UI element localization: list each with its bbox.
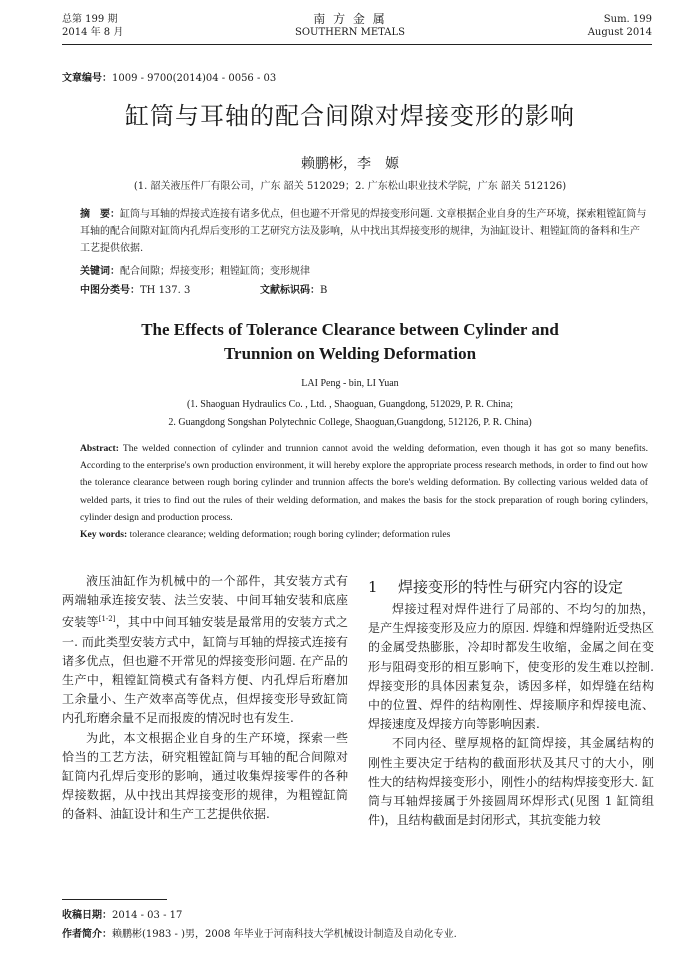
- body-left-paragraph-1: [62, 572, 348, 729]
- header-journal-cn: 南 方 金 属: [313, 12, 387, 26]
- body-right-paragraph-2: 不同内径、壁厚规格的缸筒焊接，其金属结构的刚性主要决定于结构的截面形状及其尺寸的大小，刚性大的结构焊接变形小，刚性小的结构焊接变形大. 缸筒与耳轴焊接属于外接圆周环焊形式(见图 1 缸筒组件)，且结构截面是封闭形式，其抗变能力较: [368, 736, 654, 828]
- clc-label: 中图分类号：: [80, 285, 140, 296]
- section-1-title: 焊接变形的特性与研究内容的设定: [398, 578, 624, 596]
- header-issue-en: Sum. 199: [603, 14, 652, 25]
- header-date-en: August 2014: [587, 27, 652, 38]
- abstract-en: [80, 440, 648, 543]
- abstract-cn: [80, 206, 648, 257]
- body-left-p1-before: 液压油缸作为机械中的一个部件，其安装方式有两端轴承连接安装、法兰安装、中间耳轴安装和底座安装等: [62, 574, 348, 630]
- title-cn: 缸筒与耳轴的配合间隙对焊接变形的影响: [125, 102, 575, 130]
- body-left-column: [62, 572, 348, 825]
- section-1-heading: [368, 576, 623, 597]
- authors-en: LAI Peng - bin, LI Yuan: [301, 378, 399, 389]
- header-date-cn: 2014 年 8 月: [62, 27, 124, 38]
- header-sum-block: [588, 13, 652, 39]
- title-en-text: The Effects of Tolerance Clearance between Cylinder and Trunnion on Welding Deformation: [141, 320, 559, 363]
- header-rule: [62, 44, 652, 45]
- header-journal-en: SOUTHERN METALS: [295, 27, 405, 38]
- citation: [1-2]: [98, 615, 116, 624]
- header-issue-cn: 总第 199 期: [62, 14, 118, 25]
- body-left-p1-after: ，其中中间耳轴安装是最常用的安装方式之一. 而此类型安装方式中，缸筒与耳轴的焊接式连接有诸多优点，但也避不开常见的焊接变形问题. 在产品的生产中，粗镗缸筒模式有备料方便、内孔焊后珩磨加工余量小、生产效率高等优点，但焊接变形导致缸筒内孔珩磨余量不足而报废的情况时也有发生.: [62, 615, 348, 726]
- abstract-en-text: The welded connection of cylinder and trunnion cannot avoid the welding deformation, even though it has got so many benefits. According to the enterprise's own production environment, it will hereby explore the appropriate process research methods, in order to find out how the tolerance clearance between rough boring cylinder and trunnion affects the bore's welding deformation. By collecting various welded data of welded parts, it tries to find out the rules of their welding deformation, and makes the basis for the stock preparation of rough boring cylinders, cylinder design and production process.: [80, 443, 648, 523]
- footnote-rule: [62, 899, 167, 900]
- article-number: [62, 69, 276, 84]
- keywords-en-label: Key words:: [80, 529, 128, 541]
- keywords-cn: [80, 262, 310, 277]
- authors-cn: 赖鹏彬，李 嫄: [301, 156, 399, 172]
- doc-code-label: 文献标识码：: [260, 285, 320, 296]
- abstract-cn-label: 摘 要：: [80, 209, 120, 220]
- abstract-en-label: Abstract:: [80, 443, 119, 454]
- received-label: 收稿日期：: [62, 910, 112, 921]
- body-right-paragraph-1: 焊接过程对焊件进行了局部的、不均匀的加热，是产生焊接变形及应力的原因. 焊缝和焊缝附近受热区的金属受热膨胀，冷却时都发生收缩，金属之间在变形与阻碍变形的相互影响下，使变形的发生难以控制. 焊接变形的具体因素复杂，诱因多样，如焊缝在结构中的位置、焊件的结构刚性、焊接顺序和焊接电流、焊接速度及焊接方向等影响因素.: [368, 602, 654, 732]
- affiliation-en-line-1: (1. Shaoguan Hydraulics Co. , Ltd. , Shaoguan, Guangdong, 512029, P. R. China;: [186, 399, 514, 410]
- article-number-value: 1009 - 9700(2014)04 - 0056 - 03: [112, 73, 277, 84]
- keywords-cn-text: 配合间隙；焊接变形；粗镗缸筒；变形规律: [120, 266, 310, 277]
- doc-code-value: B: [320, 285, 328, 296]
- affiliation-en: [0, 396, 700, 432]
- bio-text: 赖鹏彬(1983 - )男，2008 年毕业于河南科技大学机械设计制造及自动化专业.: [112, 929, 457, 940]
- keywords-en-text: tolerance clearance; welding deformation; rough boring cylinder; deformation rules: [129, 529, 451, 541]
- body-right-column: [368, 600, 654, 830]
- received-value: 2014 - 03 - 17: [112, 910, 183, 921]
- classification-row: [80, 281, 648, 296]
- keywords-en: [80, 526, 648, 543]
- title-en: [0, 318, 700, 366]
- abstract-cn-text: 缸筒与耳轴的焊接式连接有诸多优点，但也避不开常见的焊接变形问题. 文章根据企业自身的生产环境，探索粗镗缸筒与耳轴的配合间隙对缸筒内孔焊后变形的工艺研究方法及影响，从中找出其焊接变形的规律，为油缸设计、粗镗缸筒的备料和生产工艺提供依据.: [80, 209, 647, 254]
- footnote-received: [62, 906, 182, 921]
- article-number-label: 文章编号：: [62, 73, 112, 84]
- bio-label: 作者简介：: [62, 929, 112, 940]
- footnote-author-bio: [62, 925, 457, 940]
- section-1-number: 1: [368, 578, 378, 596]
- affiliation-en-line-2: 2. Guangdong Songshan Polytechnic College, Shaoguan,Guangdong, 512126, P. R. China): [168, 417, 532, 428]
- clc-value: TH 137. 3: [140, 285, 191, 296]
- keywords-cn-label: 关键词：: [80, 266, 120, 277]
- affiliation-cn: (1. 韶关液压件厂有限公司，广东 韶关 512029；2. 广东松山职业技术学院，广东 韶关 512126): [133, 181, 567, 192]
- body-left-paragraph-2: 为此，本文根据企业自身的生产环境，探索一些恰当的工艺方法，研究粗镗缸筒与耳轴的配合间隙对缸筒内孔焊后变形的影响，通过收集焊接零件的各种焊接数据，从中找出其焊接变形的规律，为粗镗缸筒的备料、油缸设计和生产工艺提供依据.: [62, 730, 348, 822]
